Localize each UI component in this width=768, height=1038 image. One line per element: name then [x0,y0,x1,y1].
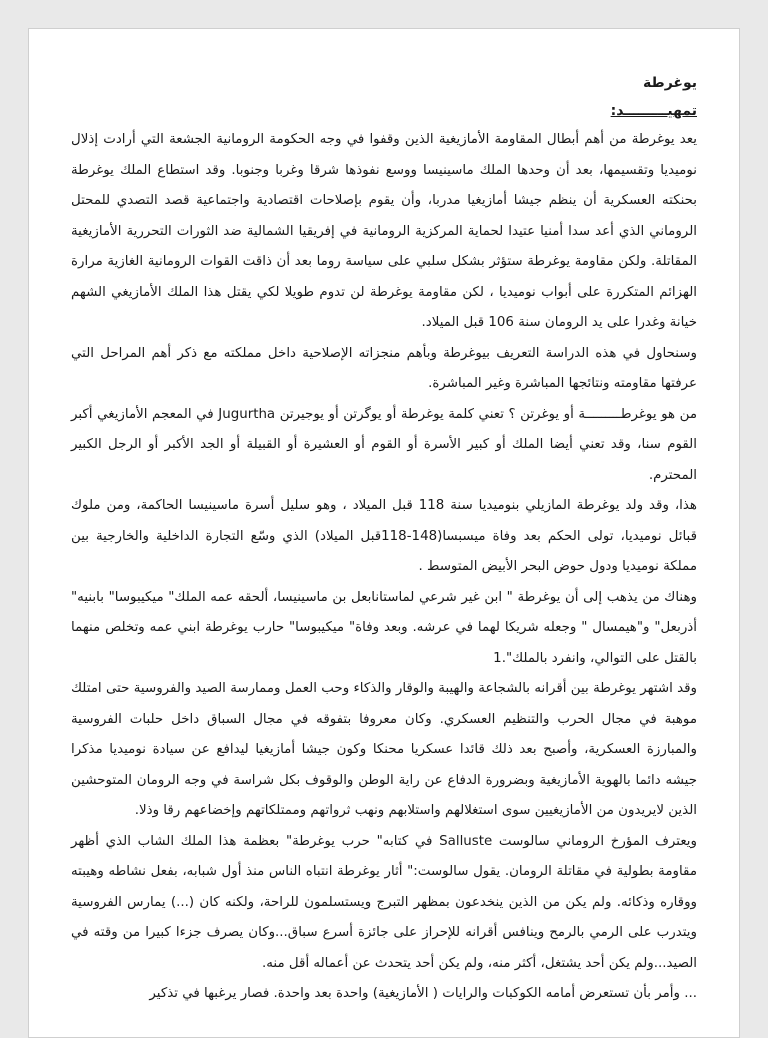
paragraph: وهناك من يذهب إلى أن يوغرطة " ابن غير شرعي لماستانابعل بن ماسينيسا، ألحقه عمه الملك" ميكيبوسا" بابنيه" أذربعل" و"هيمسال " وجعله شريكا لهما في عرشه. وبعد وفاة" ميكيبوسا" حارب يوغرطة ابني عمه وتخلص منهما بالقتل على التوالي، وانفرد بالملك".1 [71,589,697,666]
paragraph: ... وأمر بأن تستعرض أمامه الكوكبات والرايات ( الأمازيغية) واحدة بعد واحدة. فصار يرغبها في تذكير [149,986,697,1001]
paragraph: يعد يوغرطة من أهم أبطال المقاومة الأمازيغية الذين وقفوا في وجه الحكومة الرومانية الجشعة التي أرادت إذلال نوميديا وتقسيمها، بعد أن وحدها الملك ماسينيسا ووسع نفوذها شرقا وغربا وجنوبا. وقد استطاع الملك يوغرطة بحنكته العسكرية أن ينظم جيشا أمازيغيا مدربا، وأن يقوم بإصلاحات اقتصادية واجتماعية قصد التصدي للمحتل الروماني الذي أعد سدا أمنيا عتيدا لحماية المركزية الرومانية في إفريقيا الشمالية ضد الثورات التحررية الأمازيغية المقاتلة. ولكن مقاومة يوغرطة ستؤثر بشكل سلبي على سياسة روما بعد أن ذاقت القوات الرومانية الغازية مرارة الهزائم المتكررة على أبواب نوميديا ، لكن مقاومة يوغرطة لن تدوم طويلا لكي يقتل هذا الملك الأمازيغي الشهم خيانة وغدرا على يد الرومان سنة 106 قبل الميلاد. [71,132,697,330]
paragraph: وقد اشتهر يوغرطة بين أقرانه بالشجاعة والهيبة والوقار والذكاء وحب العمل وممارسة الصيد والفروسية حتى امتلك موهبة في مجال الحرب والتنظيم العسكري. وكان معروفا بتفوقه في مجال السباق داخل حلبات الفروسية والمبارزة العسكرية، وأصبح بعد ذلك قائدا عسكريا محنكا وكون جيشا أمازيغيا ليدافع عن سيادة نوميديا مذكرا جيشه دائما بالهوية الأمازيغية وبضرورة الدفاع عن راية الوطن والوقوف بكل شراسة في وجه الرومان المتوحشين الذين لايريدون من الأمازيغيين سوى استغلالهم واستلابهم ونهب ثرواتهم وممتلكاتهم وإخضاعهم رقا وذلا. [71,681,697,818]
document-title: يوغرطة [643,75,697,91]
paragraph: وسنحاول في هذه الدراسة التعريف بيوغرطة وبأهم منجزاته الإصلاحية داخل مملكته مع ذكر أهم المراحل التي عرفتها مقاومته ونتائجها المباشرة وغير المباشرة. [71,345,697,391]
paragraph: من هو يوغرطـــــــــة أو يوغرتن ؟ تعني كلمة يوغرطة أو يوگرتن أو يوجيرتن Jugurtha في المعجم الأمازيغي أكبر القوم سنا، وقد تعني أيضا الملك أو كبير الأسرة أو القوم أو العشيرة أو القبيلة أو الجد الأكبر أو الرجل الكبير المحترم. [71,406,697,483]
paragraph: هذا، وقد ولد يوغرطة المازيلي بنوميديا سنة 118 قبل الميلاد ، وهو سليل أسرة ماسينيسا الحاكمة، ومن ملوك قبائل نوميديا، تولى الحكم بعد وفاة ميسبسا(148-118قبل الميلاد) الذي وسّع التجارة الداخلية والخارجية بين مملكة نوميديا ودول حوض البحر الأبيض المتوسط . [71,498,697,574]
section-heading: تمهيـــــــــد: [610,103,697,119]
paragraph: ويعترف المؤرخ الروماني سالوست Salluste في كتابه" حرب يوغرطة" بعظمة هذا الملك الشاب الذي أظهر مقاومة بطولية في مقاتلة الرومان. يقول سالوست:" أثار يوغرطة انتباه الناس منذ أول شبابه، بفعل نشاطه وهيبته ووقاره وذكائه. ولم يكن من الذين ينخدعون بمظهر التبرج ويستسلمون للراحة، ولكنه كان (...) يمارس الفروسية ويتدرب على الرمي بالرمح وينافس أقرانه للإحراز على جائزة أسرع سباق...وكان يصرف جزءا كبيرا من وقته في الصيد...ولم يكن أحد يشتغل، أكثر منه، ولم يكن أحد يتحدث عن أعماله أقل منه. [71,833,697,971]
document-page [28,28,740,1038]
document-body [29,29,739,1010]
